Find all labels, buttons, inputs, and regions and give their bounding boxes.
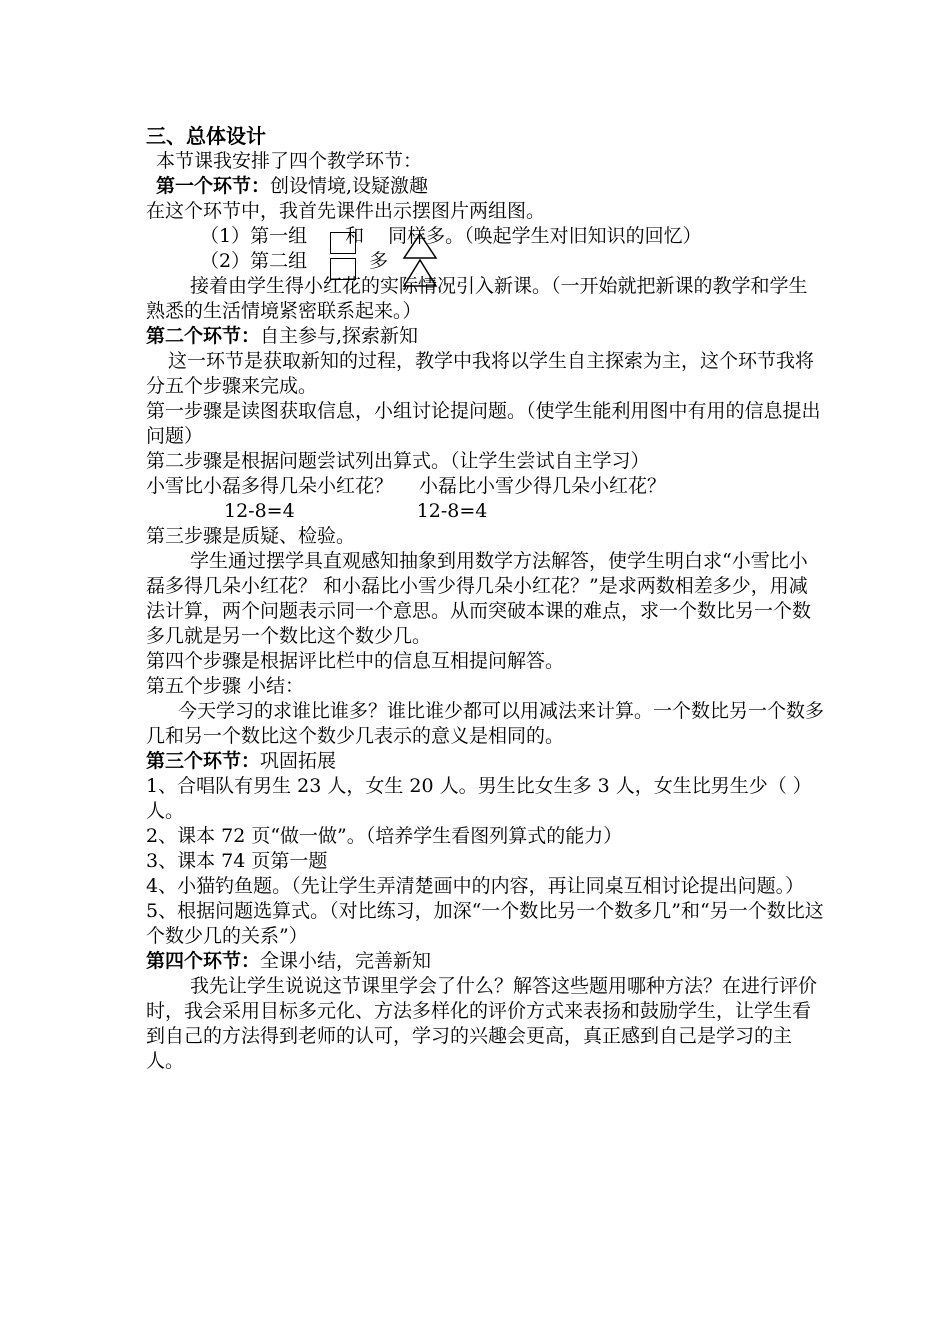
- group-word: 和: [345, 225, 365, 247]
- list-item: 1、合唱队有男生 23 人，女生 20 人。男生比女生多 3 人，女生比男生少（ ）人。: [146, 775, 812, 822]
- section-label: 第一个环节：: [156, 175, 271, 197]
- question: 小磊比小雪少得几朵小红花？: [419, 475, 667, 497]
- list-item: 2、课本 72 页“做一做”。（培养学生看图列算式的能力）: [146, 825, 623, 847]
- group-line: [146, 249, 826, 274]
- paragraph: 这一环节是获取新知的过程，教学中我将以学生自主探索为主，这个环节我将分五个步骤来完成。: [146, 350, 815, 397]
- step-text: 第三步骤是质疑、检验。: [146, 525, 356, 547]
- paragraph: 今天学习的求谁比谁多？谁比谁少都可以用减法来计算。一个数比另一个数多几和另一个数比这个数少几表示的意义是相同的。: [146, 700, 825, 747]
- list-item: 5、根据问题选算式。（对比练习，加深“一个数比另一个数多几”和“另一个数比这个数少几的关系”）: [146, 900, 824, 947]
- document-body: [146, 124, 826, 1074]
- list-item: 3、课本 74 页第一题: [146, 850, 328, 872]
- section2-heading: [146, 324, 826, 349]
- section-title: 巩固拓展: [260, 750, 337, 772]
- step-text: 第四个步骤是根据评比栏中的信息互相提问解答。: [146, 650, 565, 672]
- equation: 12-8=4: [416, 500, 488, 522]
- paragraph: 我先让学生说说这节课里学会了什么？解答这些题用哪种方法？在进行评价时，我会采用目标多元化、方法多样化的评价方式来表扬和鼓励学生，让学生看到自己的方法得到老师的认可，学习的兴趣会更高，真正感到自己是学习的主人。: [146, 975, 818, 1072]
- step-text: 第二步骤是根据问题尝试列出算式。（让学生尝试自主学习）: [146, 450, 650, 472]
- equation-line: [146, 499, 826, 524]
- section-title: 自主参与,探索新知: [260, 325, 419, 347]
- paragraph: 学生通过摆学具直观感知抽象到用数学方法解答，使学生明白求“小雪比小磊多得几朵小红花？ 和小磊比小雪少得几朵小红花？”是求两数相差多少，用减法计算，两个问题表示同一个意思。从而突破本课的难点，求一个数比另一个数多几就是另一个数比这个数少几。: [146, 550, 812, 647]
- section-title: 全课小结，完善新知: [260, 950, 432, 972]
- section1-heading: [146, 174, 826, 199]
- section-label: 第四个环节：: [146, 950, 261, 972]
- section-heading: 三、总体设计: [146, 124, 266, 148]
- group-word: 多: [369, 250, 389, 272]
- section3-heading: [146, 749, 826, 774]
- section-label: 第三个环节：: [146, 750, 261, 772]
- section4-heading: [146, 949, 826, 974]
- group-text: 同样多。（唤起学生对旧知识的回忆）: [388, 225, 702, 247]
- paragraph: 在这个环节中，我首先课件出示摆图片两组图。: [146, 200, 546, 222]
- group-label: （2）第二组: [200, 250, 308, 272]
- equation: 12-8=4: [224, 500, 295, 522]
- question-line: [146, 474, 826, 499]
- step-text: 第五个步骤 小结：: [146, 675, 305, 697]
- section-title: 创设情境,设疑激趣: [270, 175, 429, 197]
- intro-text: 本节课我安排了四个教学环节：: [156, 150, 423, 172]
- paragraph: 接着由学生得小红花的实际情况引入新课。（一开始就把新课的教学和学生熟悉的生活情境紧密联系起来。）: [146, 275, 808, 322]
- list-item: 4、小猫钓鱼题。（先让学生弄清楚画中的内容，再让同桌互相讨论提出问题。）: [146, 875, 805, 897]
- question: 小雪比小磊多得几朵小红花？: [146, 475, 394, 497]
- group-line: [146, 224, 826, 249]
- group-label: （1）第一组: [200, 225, 308, 247]
- step-text: 第一步骤是读图获取信息，小组讨论提问题。（使学生能利用图中有用的信息提出问题）: [146, 400, 821, 447]
- section-label: 第二个环节：: [146, 325, 261, 347]
